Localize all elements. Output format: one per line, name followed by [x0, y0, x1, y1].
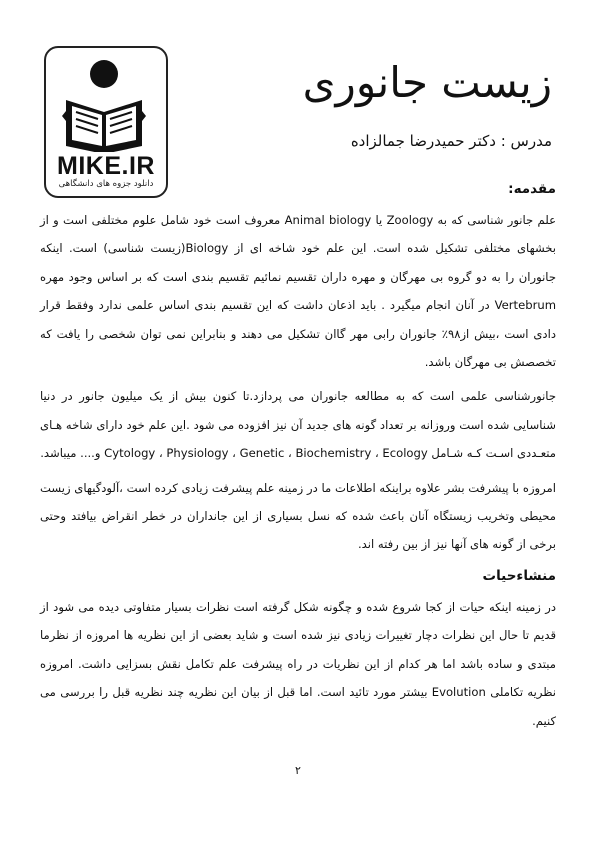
paragraph: علم جانور شناسی که به Zoology یا Animal biology معروف است خود شامل علوم مختلفی است و از بخشهای مختلفی تشکیل شده است. این علم خود شاخه ای از Biology(زیست شناسی) است. اینکه جانوران را به دو گروه بی مهرگان و مهره داران تقسیم نمائیم تقسیم بندی است که بر اساس وجود مهره Vertebrum در آنان انجام میگیرد . باید اذعان داشت که این تقسیم بندی اساس علمی ندارد وفقط قرار دادی است ،بیش از۹۸٪ جانوران رابی مهر گاان تشکیل می دهند و بنابراین نمی توان شخصی را یافت که تخصصش بی مهرگان باشد.	[40, 213, 556, 370]
paragraph: امروزه با پیشرفت بشر علاوه براینکه اطلاعات ما در زمینه علم پیشرفت زیادی کرده است ،آلودگیهای زیست محیطی وتخریب زیستگاه آنان باعث شده که نسل بسیاری از این جانداران در خطر انقراض بیافتد وحتی برخی از گونه های آنها نیز از بین رفته اند.	[40, 480, 556, 552]
section-heading: مقدمه:	[508, 181, 556, 197]
site-logo[interactable]	[44, 46, 168, 198]
paragraph: در زمینه اینکه حیات از کجا شروع شده و چگونه شکل گرفته است نظرات بسیار متفاوتی دیده می شود از قدیم تا حال این نظرات دچار تغییرات زیادی نیز شده است و شاید بعضی از این نظریه ها امروزه از نظرما مبتدی و ساده باشد اما هر کدام از این نظریات در راه پیشرفت علم تکامل نقش بسزایی داشت. امروزه نظریه تکاملی Evolution بیشتر مورد تائید است. اما قبل از بیان این نظریه چند نظریه قبل را بررسی می کنیم.	[40, 599, 556, 728]
document-body	[40, 178, 556, 741]
document-title: زیست جانوری	[302, 58, 552, 107]
paragraph: جانورشناسی علمی است که به مطالعه جانوران می پردازد.تا کنون بیش از یک میلیون جانور در دنیا شناسایی شده است وروزانه بر تعداد گونه های جدید آن نیز افزوده می شود .این علم خود دارای شاخه هـای متعـددی اسـت کـه شـامل Cytology ، Physiology ، Genetic ، Biochemistry ، Ecology و.... میباشد.	[40, 389, 556, 461]
reader-with-book-icon	[60, 56, 148, 152]
teacher-line: مدرس : دکتر حمیدرضا جمالزاده	[350, 132, 552, 150]
logo-tagline: دانلود جزوه های دانشگاهی	[58, 179, 154, 189]
logo-brand: MIKE.IR	[57, 152, 155, 180]
page-number: ۲	[295, 764, 301, 777]
section-heading: منشاءحیات	[482, 567, 556, 584]
